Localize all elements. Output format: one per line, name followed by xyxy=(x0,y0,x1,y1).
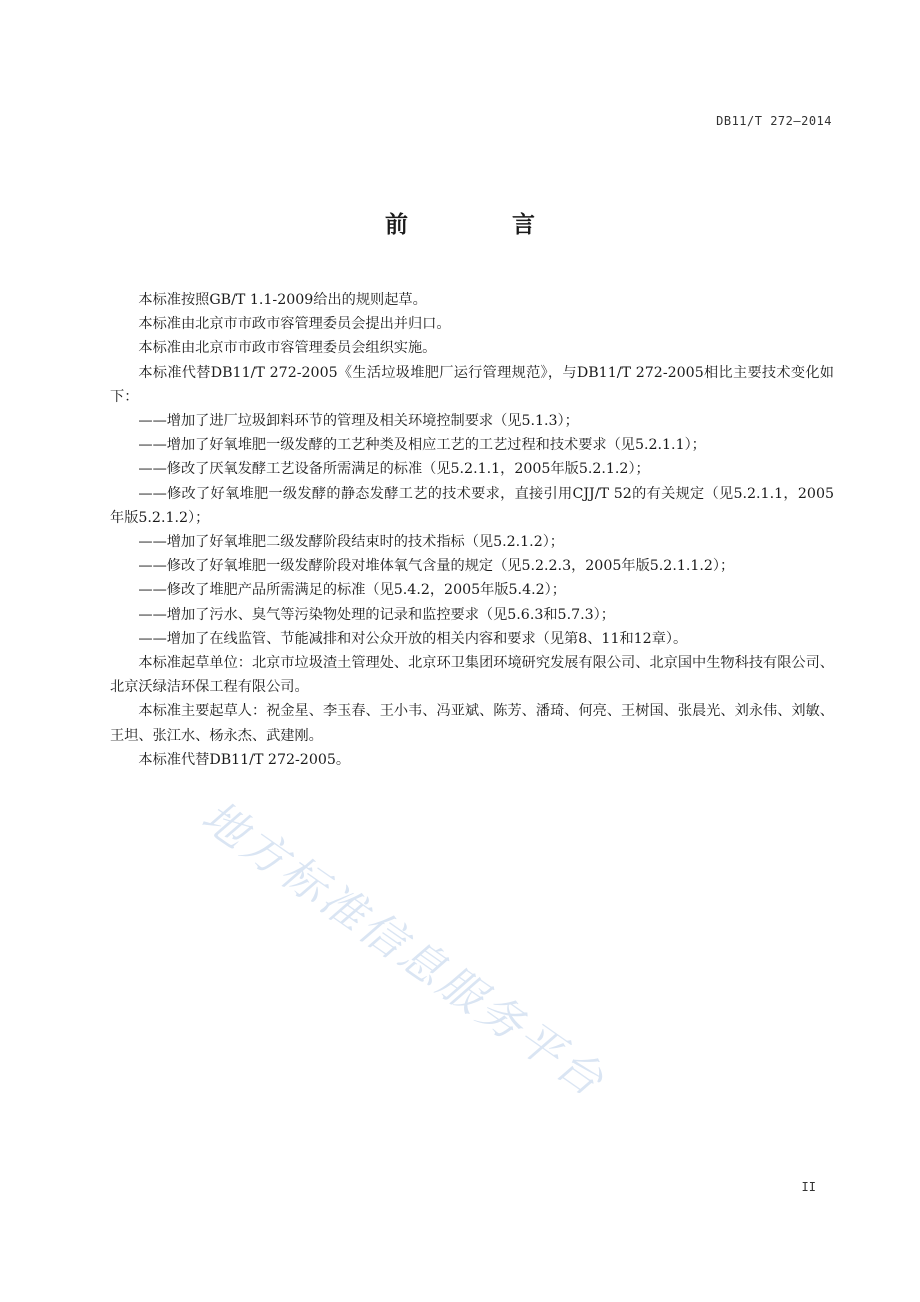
change-item: ——增加了在线监管、节能减排和对公众开放的相关内容和要求（见第8、11和12章）。 xyxy=(138,630,688,647)
paragraph-drafters: 本标准主要起草人：祝金星、李玉春、王小韦、冯亚斌、陈芳、潘琦、何亮、王树国、张晨光、刘永伟、刘敏、王坦、张江水、杨永杰、武建刚。 xyxy=(110,703,834,744)
watermark-text: 地方标准信息服务平台 xyxy=(192,791,615,1109)
paragraph-implemented-by: 本标准由北京市市政市容管理委员会组织实施。 xyxy=(138,340,437,357)
change-item: ——增加了好氧堆肥二级发酵阶段结束时的技术指标（见5.2.1.2）； xyxy=(138,534,564,551)
change-item: ——增加了进厂垃圾卸料环节的管理及相关环境控制要求（见5.1.3）； xyxy=(138,413,579,430)
change-item: ——修改了好氧堆肥一级发酵的静态发酵工艺的技术要求，直接引用CJJ/T 52的有关规定（见5.2.1.1，2005年版5.2.1.2）； xyxy=(110,485,834,526)
change-item: ——修改了好氧堆肥一级发酵阶段对堆体氧气含量的规定（见5.2.2.3，2005年版5.2.1.1.2）； xyxy=(138,558,735,575)
paragraph-replaces-standard: 本标准代替DB11/T 272-2005。 xyxy=(138,751,351,768)
page-number: II xyxy=(801,1180,816,1194)
page-title: 前 言 xyxy=(384,212,583,238)
standard-code: DB11/T 272—2014 xyxy=(716,114,832,128)
change-item: ——修改了堆肥产品所需满足的标准（见5.4.2，2005年版5.4.2）； xyxy=(138,582,566,599)
paragraph-proposed-by: 本标准由北京市市政市容管理委员会提出并归口。 xyxy=(138,316,451,333)
paragraph-replaces-summary: 本标准代替DB11/T 272-2005《生活垃圾堆肥厂运行管理规范》，与DB11/T 272-2005相比主要技术变化如下： xyxy=(110,364,834,405)
paragraph-drafting-rules: 本标准按照GB/T 1.1-2009给出的规则起草。 xyxy=(138,292,427,308)
change-item: ——增加了好氧堆肥一级发酵的工艺种类及相应工艺的工艺过程和技术要求（见5.2.1.1）； xyxy=(138,437,706,454)
foreword-body xyxy=(110,288,834,772)
paragraph-drafting-units: 本标准起草单位：北京市垃圾渣土管理处、北京环卫集团环境研究发展有限公司、北京国中生物科技有限公司、北京沃绿洁环保工程有限公司。 xyxy=(110,655,834,696)
change-item: ——修改了厌氧发酵工艺设备所需满足的标准（见5.2.1.1，2005年版5.2.1.2）； xyxy=(138,461,650,478)
change-item: ——增加了污水、臭气等污染物处理的记录和监控要求（见5.6.3和5.7.3）； xyxy=(138,606,615,623)
